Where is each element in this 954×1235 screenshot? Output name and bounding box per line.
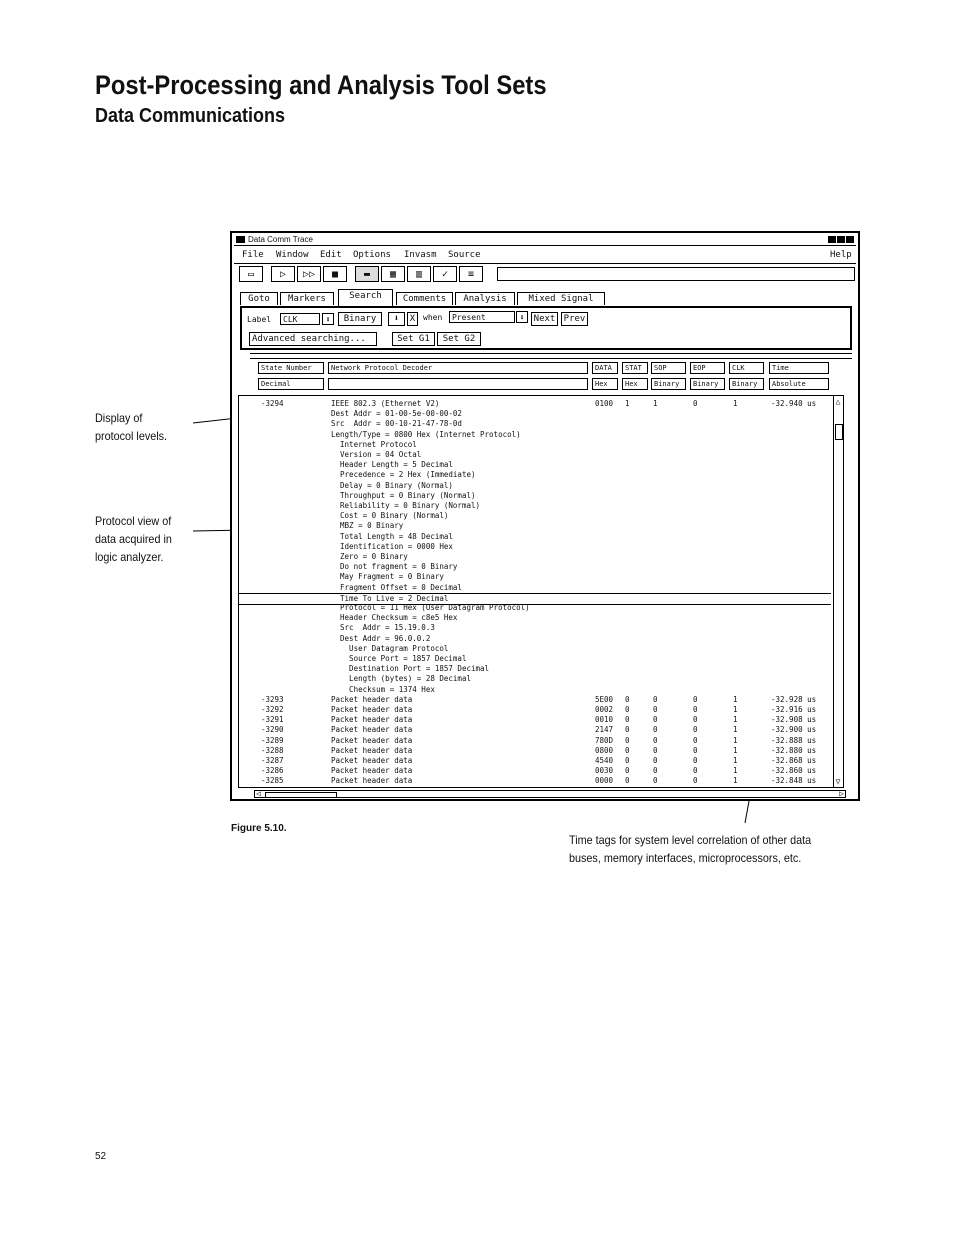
col-sop[interactable]: SOP bbox=[651, 362, 686, 374]
open-icon[interactable]: ▭ bbox=[239, 266, 263, 282]
cell-decode: Do not fragment = 0 Binary bbox=[331, 562, 458, 572]
cell-data: 0800 bbox=[595, 745, 614, 755]
format-select[interactable]: Binary bbox=[338, 312, 382, 326]
cell-state: -3287 bbox=[261, 756, 284, 765]
table-row[interactable] bbox=[239, 521, 843, 531]
table-row[interactable] bbox=[239, 409, 843, 419]
next-button[interactable]: Next bbox=[531, 312, 558, 326]
cell-state: -3288 bbox=[261, 745, 284, 755]
table-row[interactable] bbox=[239, 674, 843, 684]
cell-sop: 0 bbox=[653, 715, 658, 725]
cell-stat: 0 bbox=[625, 776, 630, 786]
table-row[interactable] bbox=[239, 725, 843, 735]
cell-stat: 0 bbox=[625, 705, 630, 714]
when-dropdown-icon[interactable]: ⬇ bbox=[516, 311, 528, 323]
menu-source[interactable]: Source bbox=[448, 250, 481, 260]
cell-decode: Packet header data bbox=[331, 715, 413, 725]
cell-state: -3294 bbox=[261, 399, 284, 408]
table-row[interactable] bbox=[239, 756, 843, 766]
tree-icon[interactable]: ▦ bbox=[381, 266, 405, 282]
table-row[interactable] bbox=[239, 736, 843, 746]
cell-decode: Precedence = 2 Hex (Immediate) bbox=[331, 470, 476, 480]
cell-decode: Packet header data bbox=[331, 735, 413, 745]
cell-decode: Packet header data bbox=[331, 745, 413, 755]
tab-goto[interactable]: Goto bbox=[240, 292, 278, 305]
cell-eop: 0 bbox=[693, 776, 698, 786]
cell-data: 0002 bbox=[595, 705, 614, 714]
cell-decode: Internet Protocol bbox=[331, 439, 417, 449]
cell-decode: Destination Port = 1857 Decimal bbox=[331, 664, 490, 674]
cell-time: -32.908 us bbox=[771, 715, 817, 725]
table-row[interactable] bbox=[239, 419, 843, 429]
table-row[interactable] bbox=[239, 399, 843, 409]
trace-listing[interactable] bbox=[238, 395, 844, 788]
cell-decode: Total Length = 48 Decimal bbox=[331, 531, 453, 541]
callout-protocol-levels: Display of protocol levels. bbox=[95, 411, 168, 443]
base-state-number[interactable]: Decimal bbox=[258, 378, 324, 390]
base-decoder[interactable] bbox=[328, 378, 588, 390]
base-sop[interactable]: Binary bbox=[651, 378, 686, 390]
table-row[interactable] bbox=[239, 430, 843, 440]
table-row[interactable] bbox=[239, 634, 843, 644]
cell-time: -32.940 us bbox=[771, 399, 817, 408]
cell-stat: 0 bbox=[625, 715, 630, 725]
window-titlebar[interactable] bbox=[234, 235, 856, 246]
menu-invasm[interactable]: Invasm bbox=[404, 250, 437, 260]
command-line-field[interactable] bbox=[497, 267, 855, 281]
cell-sop: 0 bbox=[653, 745, 658, 755]
table-row[interactable] bbox=[239, 613, 843, 623]
when-select[interactable]: Present bbox=[449, 311, 515, 323]
cell-time: -32.916 us bbox=[771, 705, 817, 714]
menu-file[interactable]: File bbox=[242, 250, 264, 260]
hscroll-thumb[interactable] bbox=[265, 792, 337, 798]
cell-state: -3293 bbox=[261, 694, 284, 704]
set-g2-button[interactable]: Set G2 bbox=[437, 332, 481, 346]
cell-decode: Dest Addr = 01-00-5e-00-00-02 bbox=[331, 409, 462, 419]
run-icon[interactable]: ▷ bbox=[271, 266, 295, 282]
cell-clk: 1 bbox=[733, 705, 738, 714]
cell-time: -32.848 us bbox=[771, 776, 817, 786]
cell-clk: 1 bbox=[733, 766, 738, 776]
set-g1-button[interactable]: Set G1 bbox=[392, 332, 435, 346]
menu-help[interactable]: Help bbox=[830, 250, 852, 260]
table-row[interactable] bbox=[239, 572, 843, 582]
table-row[interactable] bbox=[239, 705, 843, 715]
search-panel bbox=[240, 306, 852, 350]
cell-data: 0010 bbox=[595, 715, 614, 725]
table-row[interactable] bbox=[239, 695, 843, 705]
cell-decode: Packet header data bbox=[331, 705, 413, 714]
col-time[interactable]: Time bbox=[769, 362, 829, 374]
menu-options[interactable]: Options bbox=[353, 250, 391, 260]
cell-data: 0100 bbox=[595, 399, 614, 408]
tab-mixed-signal[interactable]: Mixed Signal bbox=[517, 292, 605, 305]
table-row[interactable] bbox=[239, 501, 843, 511]
cell-decode: Checksum = 1374 Hex bbox=[331, 684, 435, 694]
base-time[interactable]: Absolute bbox=[769, 378, 829, 390]
cell-clk: 1 bbox=[733, 725, 738, 735]
stop-icon[interactable]: ■ bbox=[323, 266, 347, 282]
cell-state: -3286 bbox=[261, 766, 284, 776]
cell-decode: May Fragment = 0 Binary bbox=[331, 572, 444, 582]
cell-sop: 0 bbox=[653, 776, 658, 786]
scroll-right-icon[interactable]: ▷ bbox=[839, 789, 844, 798]
cell-decode: Packet header data bbox=[331, 725, 413, 735]
cell-decode: Packet header data bbox=[331, 766, 413, 776]
cell-clk: 1 bbox=[733, 735, 738, 745]
cell-decode: Source Port = 1857 Decimal bbox=[331, 654, 467, 663]
table-row[interactable] bbox=[239, 552, 843, 562]
table-row[interactable] bbox=[239, 623, 843, 633]
cell-decode: Version = 04 Octal bbox=[331, 450, 422, 459]
cell-time: -32.860 us bbox=[771, 766, 817, 776]
cell-decode: Zero = 0 Binary bbox=[331, 552, 408, 561]
cell-decode: Time To Live = 2 Decimal bbox=[331, 593, 449, 603]
horizontal-scrollbar[interactable] bbox=[254, 790, 846, 798]
minimize-icon[interactable] bbox=[828, 236, 836, 243]
cell-data: 780D bbox=[595, 735, 614, 745]
figure-caption: Figure 5.10. bbox=[231, 823, 287, 834]
col-data[interactable]: DATA bbox=[592, 362, 618, 374]
col-eop[interactable]: EOP bbox=[690, 362, 725, 374]
col-network-protocol-decoder[interactable]: Network Protocol Decoder bbox=[328, 362, 588, 374]
table-row[interactable] bbox=[239, 532, 843, 542]
cell-decode: Fragment Offset = 0 Decimal bbox=[331, 582, 462, 592]
table-row[interactable] bbox=[239, 450, 843, 460]
toolbar bbox=[235, 265, 855, 285]
callout-protocol-view: Protocol view of data acquired in logic analyzer. bbox=[95, 514, 172, 564]
cell-decode: Identification = 0000 Hex bbox=[331, 541, 453, 551]
cell-eop: 0 bbox=[693, 399, 698, 408]
cell-clk: 1 bbox=[733, 776, 738, 786]
cell-time: -32.888 us bbox=[771, 735, 817, 745]
run-repetitive-icon[interactable]: ▷▷ bbox=[297, 266, 321, 282]
cell-eop: 0 bbox=[693, 735, 698, 745]
col-stat[interactable]: STAT bbox=[622, 362, 648, 374]
cell-sop: 0 bbox=[653, 766, 658, 776]
table-row[interactable] bbox=[239, 685, 843, 695]
prev-button[interactable]: Prev bbox=[561, 312, 588, 326]
cell-eop: 0 bbox=[693, 725, 698, 735]
maximize-icon[interactable] bbox=[837, 236, 845, 243]
cell-sop: 0 bbox=[653, 705, 658, 714]
cell-decode: Length (bytes) = 28 Decimal bbox=[331, 674, 471, 684]
cell-decode: Src Addr = 00-10-21-47-78-0d bbox=[331, 419, 462, 429]
cell-eop: 0 bbox=[693, 715, 698, 725]
close-icon[interactable] bbox=[846, 236, 854, 243]
table-row[interactable] bbox=[239, 654, 843, 664]
cell-state: -3292 bbox=[261, 705, 284, 714]
cell-stat: 0 bbox=[625, 694, 630, 704]
cell-state: -3290 bbox=[261, 725, 284, 735]
display-icon[interactable]: ▬ bbox=[355, 266, 379, 282]
cell-eop: 0 bbox=[693, 745, 698, 755]
table-row[interactable] bbox=[239, 664, 843, 674]
cell-stat: 0 bbox=[625, 766, 630, 776]
base-clk[interactable]: Binary bbox=[729, 378, 764, 390]
cell-sop: 0 bbox=[653, 735, 658, 745]
menu-edit[interactable]: Edit bbox=[320, 250, 342, 260]
cell-clk: 1 bbox=[733, 694, 738, 704]
table-row[interactable] bbox=[239, 776, 843, 786]
cell-data: 0030 bbox=[595, 766, 614, 776]
cell-data: 5E00 bbox=[595, 694, 614, 704]
cell-decode: Packet header data bbox=[331, 756, 413, 765]
tab-comments[interactable]: Comments bbox=[396, 292, 453, 305]
table-row[interactable] bbox=[239, 460, 843, 470]
callout-time-tags: Time tags for system level correlation of other data buses, memory interfaces, microprocessors, etc. bbox=[569, 833, 812, 865]
cell-eop: 0 bbox=[693, 756, 698, 765]
cell-time: -32.900 us bbox=[771, 725, 817, 735]
table-row[interactable] bbox=[239, 644, 843, 654]
cell-decode: Header Checksum = c8e5 Hex bbox=[331, 613, 458, 623]
col-state-number[interactable]: State Number bbox=[258, 362, 324, 374]
scroll-left-icon[interactable]: ◁ bbox=[256, 789, 261, 798]
down-arrow-icon[interactable]: ⬇ bbox=[388, 312, 405, 326]
config-icon[interactable]: ≡ bbox=[459, 266, 483, 282]
menu-bar bbox=[234, 247, 856, 264]
cell-decode: Length/Type = 0800 Hex (Internet Protocol) bbox=[331, 429, 521, 439]
cell-decode: MBZ = 0 Binary bbox=[331, 521, 404, 531]
page-subtitle: Data Communications bbox=[95, 105, 286, 127]
cell-sop: 1 bbox=[653, 399, 658, 408]
cell-stat: 0 bbox=[625, 725, 630, 735]
cell-decode: Header Length = 5 Decimal bbox=[331, 460, 453, 470]
cell-decode: Dest Addr = 96.0.0.2 bbox=[331, 633, 431, 643]
cell-decode: Delay = 0 Binary (Normal) bbox=[331, 480, 453, 490]
cell-decode: Cost = 0 Binary (Normal) bbox=[331, 511, 449, 521]
table-row[interactable] bbox=[239, 542, 843, 552]
cell-data: 0000 bbox=[595, 776, 614, 786]
base-eop[interactable]: Binary bbox=[690, 378, 725, 390]
cell-stat: 0 bbox=[625, 745, 630, 755]
cell-stat: 1 bbox=[625, 399, 630, 408]
table-row[interactable] bbox=[239, 511, 843, 521]
scroll-down-icon[interactable]: ▽ bbox=[835, 777, 841, 786]
when-caption: when bbox=[423, 313, 443, 322]
label-caption: Label bbox=[247, 315, 272, 324]
page-title: Post-Processing and Analysis Tool Sets bbox=[95, 70, 547, 100]
table-row[interactable] bbox=[239, 562, 843, 572]
table-row[interactable] bbox=[239, 481, 843, 491]
table-row[interactable] bbox=[239, 491, 843, 501]
cell-time: -32.928 us bbox=[771, 694, 817, 704]
table-row[interactable] bbox=[239, 746, 843, 756]
table-row[interactable] bbox=[239, 715, 843, 725]
cell-decode: IEEE 802.3 (Ethernet V2) bbox=[331, 399, 440, 408]
tab-bar bbox=[240, 291, 854, 305]
cell-eop: 0 bbox=[693, 705, 698, 714]
cell-decode: User Datagram Protocol bbox=[331, 643, 449, 653]
tab-analysis[interactable]: Analysis bbox=[455, 292, 515, 305]
cell-clk: 1 bbox=[733, 715, 738, 725]
col-clk[interactable]: CLK bbox=[729, 362, 764, 374]
cell-decode: Protocol = 11 Hex (User Datagram Protocol) bbox=[331, 603, 530, 612]
window-menu-icon[interactable] bbox=[236, 236, 245, 243]
data-comm-trace-window bbox=[230, 231, 860, 801]
cell-state: -3289 bbox=[261, 735, 284, 745]
tab-markers[interactable]: Markers bbox=[280, 292, 334, 305]
cell-clk: 1 bbox=[733, 756, 738, 765]
cell-decode: Throughput = 0 Binary (Normal) bbox=[331, 490, 476, 500]
cell-eop: 0 bbox=[693, 766, 698, 776]
label-select[interactable]: CLK bbox=[280, 313, 320, 325]
cell-state: -3285 bbox=[261, 776, 284, 786]
cell-eop: 0 bbox=[693, 694, 698, 704]
table-row[interactable] bbox=[239, 766, 843, 776]
cell-sop: 0 bbox=[653, 756, 658, 765]
cell-sop: 0 bbox=[653, 694, 658, 704]
cell-stat: 0 bbox=[625, 756, 630, 765]
base-data[interactable]: Hex bbox=[592, 378, 618, 390]
cell-time: -32.868 us bbox=[771, 756, 817, 765]
cell-decode: Packet header data bbox=[331, 694, 413, 704]
panel-divider[interactable] bbox=[250, 353, 852, 359]
table-row[interactable] bbox=[239, 583, 843, 593]
table-row[interactable] bbox=[239, 603, 843, 613]
table-row[interactable] bbox=[239, 470, 843, 480]
cell-decode: Src Addr = 15.19.0.3 bbox=[331, 623, 435, 633]
table-row[interactable] bbox=[239, 440, 843, 450]
cell-data: 2147 bbox=[595, 725, 614, 735]
cell-state: -3291 bbox=[261, 715, 284, 725]
cell-stat: 0 bbox=[625, 735, 630, 745]
scroll-up-icon[interactable]: △ bbox=[835, 397, 841, 406]
base-stat[interactable]: Hex bbox=[622, 378, 648, 390]
clear-button[interactable]: X bbox=[407, 312, 418, 326]
cell-clk: 1 bbox=[733, 399, 738, 408]
page-number: 52 bbox=[95, 1151, 107, 1162]
window-title: Data Comm Trace bbox=[248, 235, 313, 244]
cell-data: 4540 bbox=[595, 756, 614, 765]
cell-decode: Reliability = 0 Binary (Normal) bbox=[331, 501, 481, 510]
cell-clk: 1 bbox=[733, 745, 738, 755]
check-icon[interactable]: ✓ bbox=[433, 266, 457, 282]
advanced-searching-button[interactable]: Advanced searching... bbox=[249, 332, 377, 346]
label-dropdown-icon[interactable]: ⬇ bbox=[322, 313, 334, 325]
menu-window[interactable]: Window bbox=[276, 250, 309, 260]
cell-sop: 0 bbox=[653, 725, 658, 735]
compare-icon[interactable]: ▥ bbox=[407, 266, 431, 282]
tab-search[interactable]: Search bbox=[338, 289, 393, 306]
cell-time: -32.880 us bbox=[771, 745, 817, 755]
cell-decode: Packet header data bbox=[331, 776, 413, 786]
